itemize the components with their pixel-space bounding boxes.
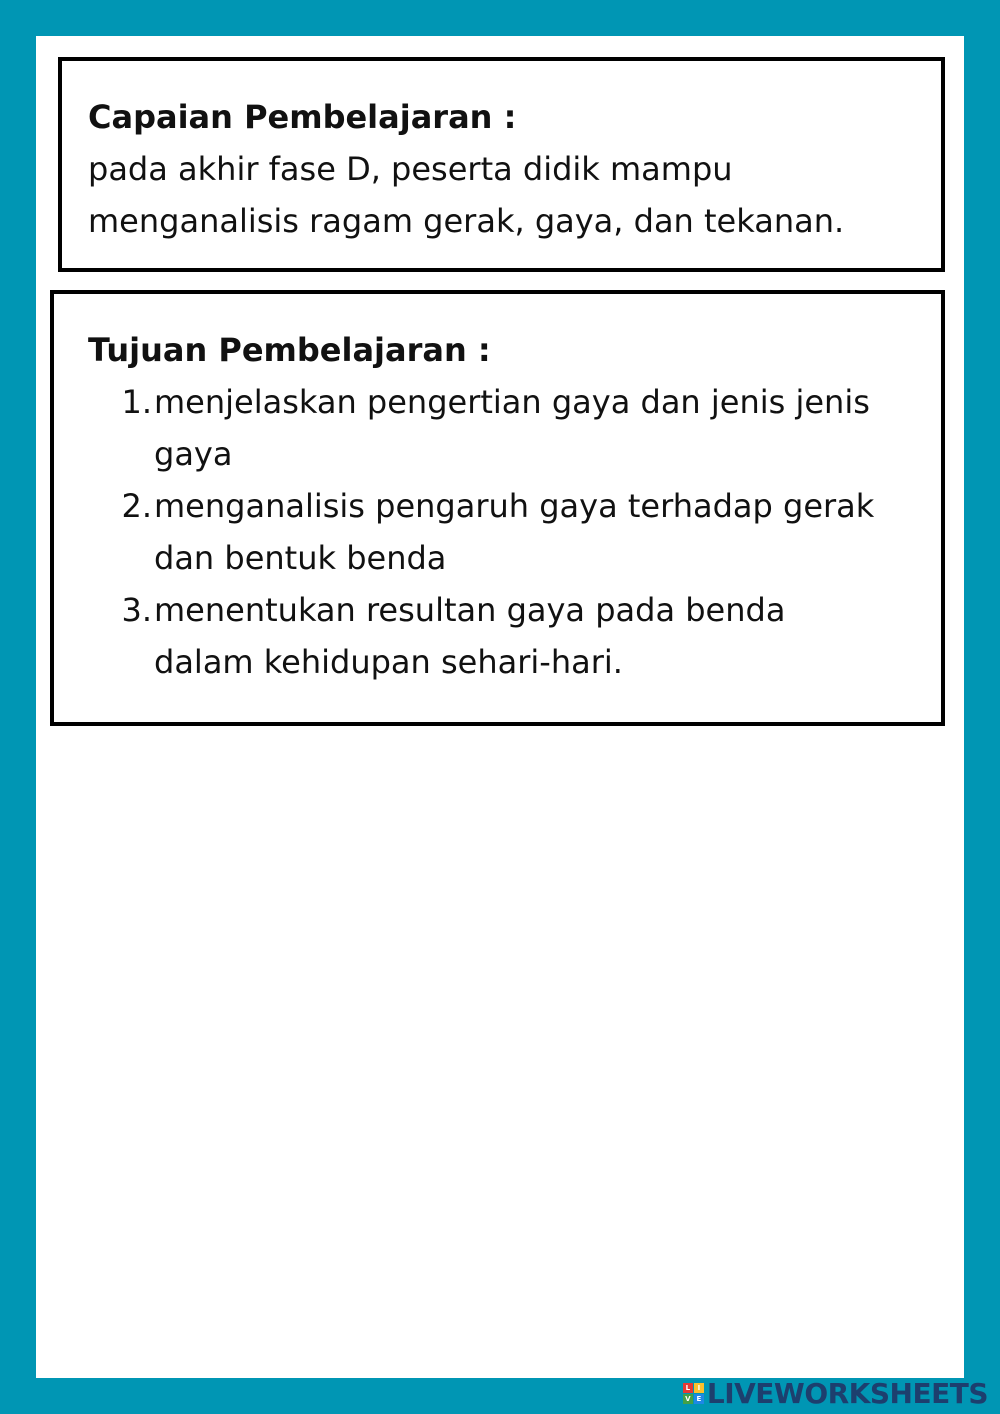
goal-item-3 <box>88 584 921 688</box>
goal-text-line: dalam kehidupan sehari-hari. <box>154 643 623 681</box>
goal-text-line: menganalisis pengaruh gaya terhadap gerak <box>154 487 875 525</box>
capaian-title: Capaian Pembelajaran : <box>88 98 517 136</box>
goal-number: 2. <box>121 487 152 525</box>
goal-text-line: menentukan resultan gaya pada benda <box>154 591 786 629</box>
goal-item-2 <box>88 480 921 584</box>
logo-letter: V <box>683 1394 693 1404</box>
capaian-box <box>58 57 945 272</box>
capaian-line-1: pada akhir fase D, peserta didik mampu <box>88 150 733 188</box>
goal-number: 1. <box>121 383 152 421</box>
goal-text <box>154 480 921 584</box>
capaian-line-2: menganalisis ragam gerak, gaya, dan tekanan. <box>88 202 845 240</box>
goal-item-1 <box>88 376 921 480</box>
liveworksheets-logo-icon <box>683 1383 704 1404</box>
logo-letter: E <box>694 1394 704 1404</box>
tujuan-title: Tujuan Pembelajaran : <box>88 331 491 369</box>
goal-text-line: menjelaskan pengertian gaya dan jenis jenis <box>154 383 870 421</box>
logo-letter: L <box>683 1383 693 1393</box>
goal-text-line: dan bentuk benda <box>154 539 447 577</box>
goal-list <box>88 376 921 688</box>
goal-text-line: gaya <box>154 435 233 473</box>
logo-letter: I <box>694 1383 704 1393</box>
tujuan-box <box>50 290 945 726</box>
liveworksheets-brand[interactable] <box>683 1378 988 1408</box>
goal-text <box>154 584 921 688</box>
goal-text <box>154 376 921 480</box>
goal-number: 3. <box>121 591 152 629</box>
brand-name: LIVEWORKSHEETS <box>706 1376 988 1410</box>
